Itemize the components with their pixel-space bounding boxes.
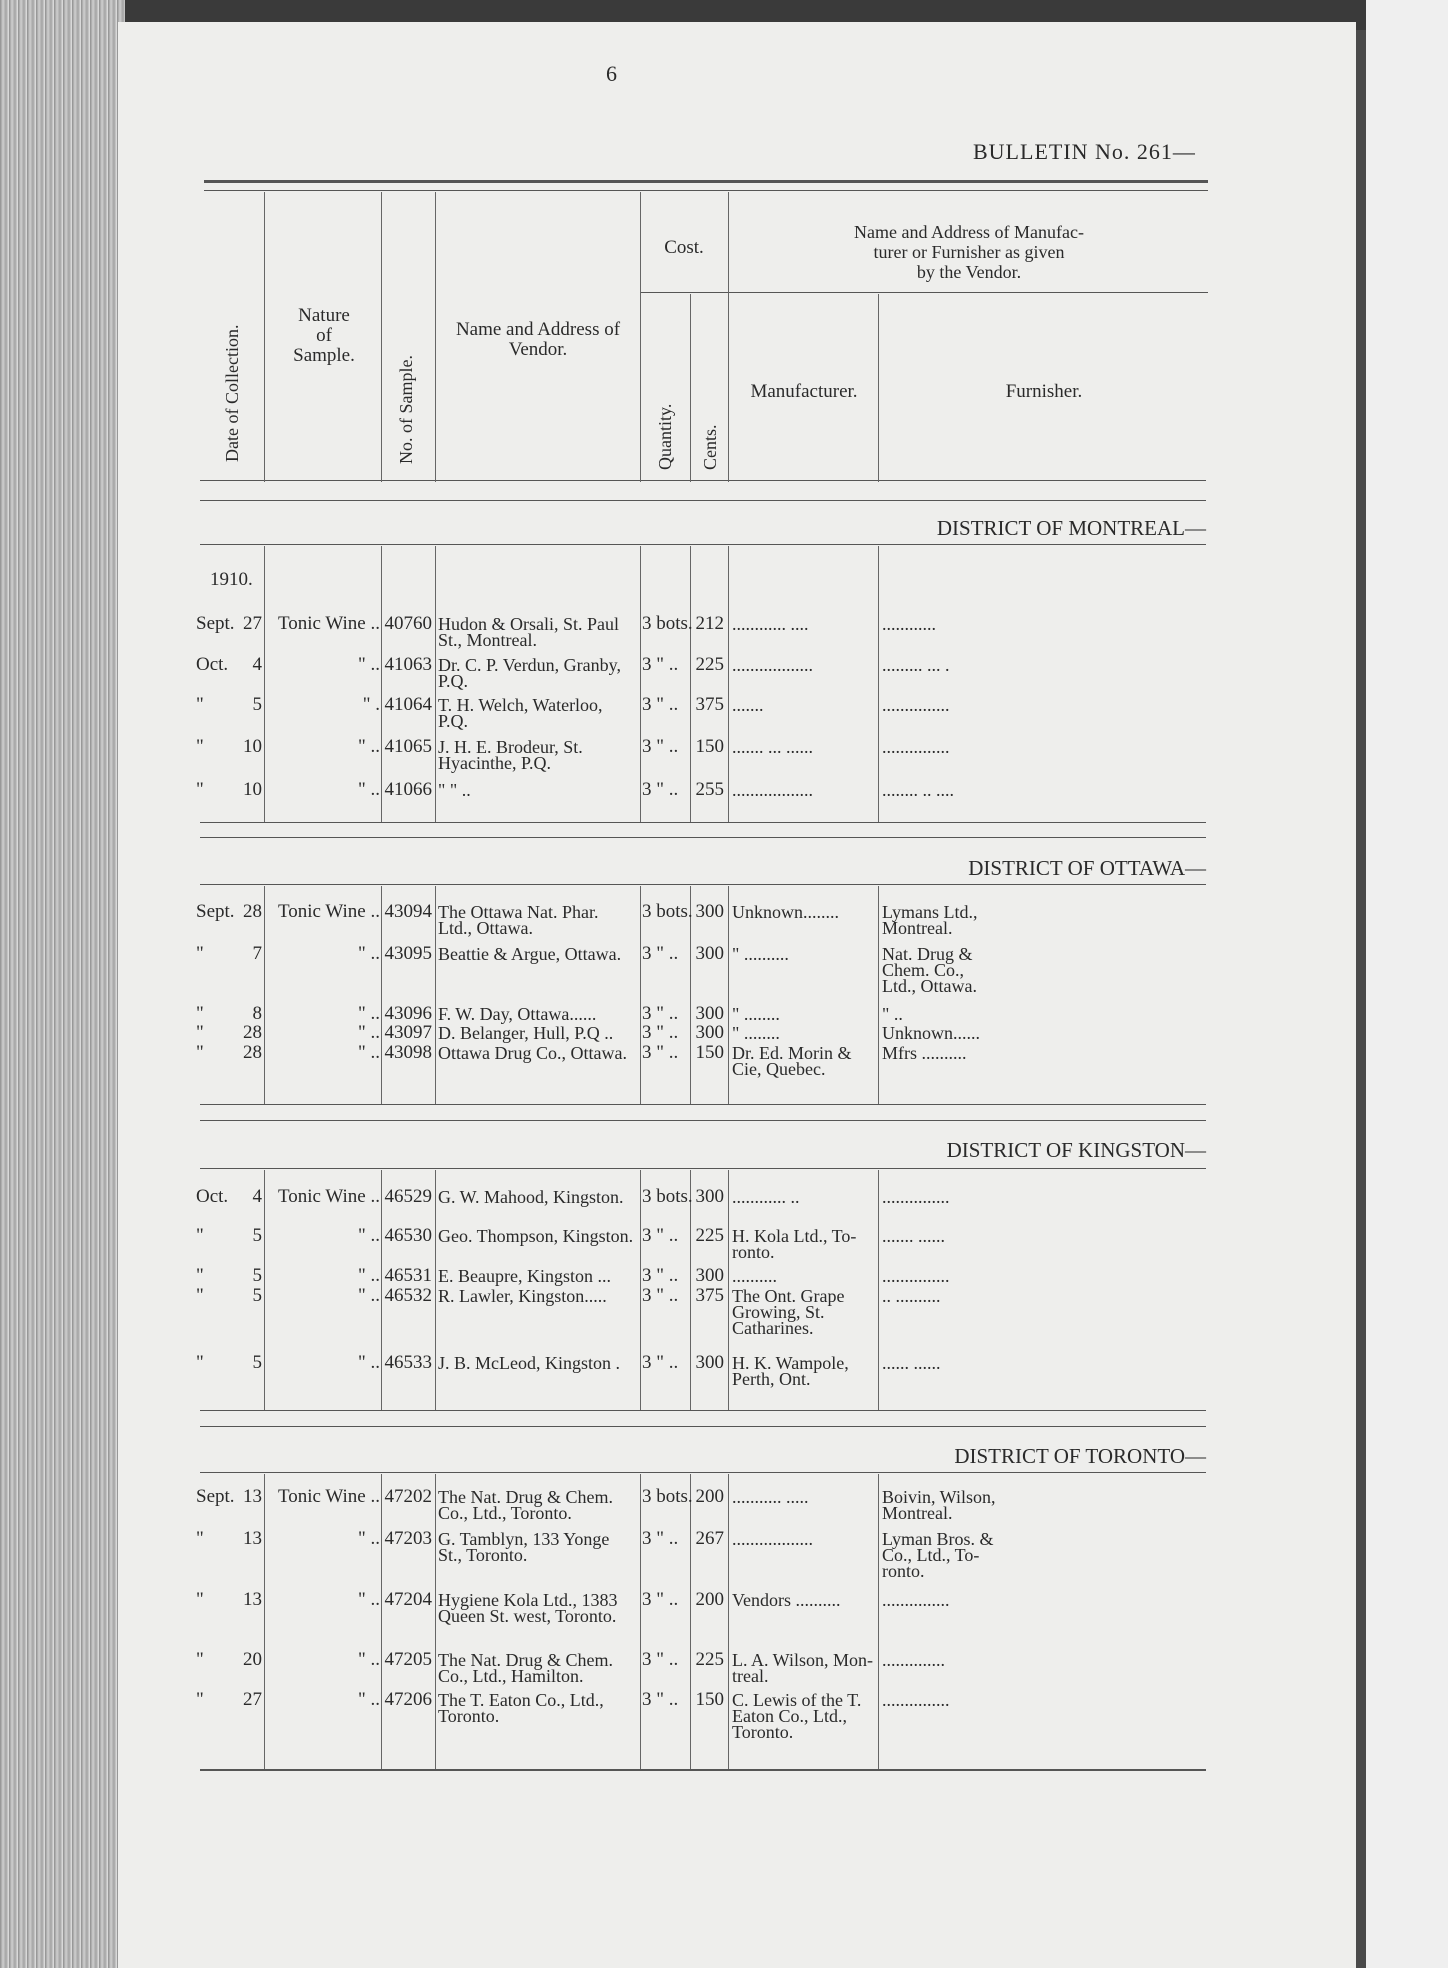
vendor-line: J. H. E. Brodeur, St. [438, 737, 583, 757]
manufacturer-line: C. Lewis of the T. [732, 1690, 862, 1710]
vendor-line: Ottawa Drug Co., Ottawa. [438, 1043, 627, 1063]
quantity: 3 " .. [642, 943, 679, 964]
furnisher-line: Montreal. [882, 918, 953, 938]
col-rule [435, 546, 436, 822]
furnisher-line: ronto. [882, 1561, 925, 1581]
cents: 300 [695, 1265, 724, 1286]
sample-nature: Tonic Wine .. [277, 1186, 380, 1207]
furnisher-line: ......... ... . [882, 655, 950, 675]
furnisher-line: Mfrs .......... [882, 1043, 967, 1063]
col-rule [435, 192, 436, 482]
sample-number: 43098 [384, 1042, 432, 1063]
manufacturer-line: H. Kola Ltd., To- [732, 1226, 857, 1246]
district-bottom-rule [200, 1104, 1206, 1105]
header-vendor: Name and Address of Vendor. [455, 319, 621, 360]
year-label: 1910. [210, 569, 253, 590]
vendor-line: Ltd., Ottawa. [438, 918, 533, 938]
collection-day: 4 [252, 1186, 262, 1207]
collection-month: " [196, 736, 204, 757]
page-number: 6 [606, 61, 617, 86]
col-rule [435, 1474, 436, 1769]
sample-nature: " .. [357, 1589, 380, 1610]
furnisher-line: ............... [882, 1187, 950, 1207]
manufacturer-line: " ........ [732, 1004, 780, 1024]
col-rule [435, 1170, 436, 1410]
header-date: Date of Collection. [222, 324, 242, 462]
collection-month: Sept. [196, 1486, 235, 1507]
collection-day: 4 [252, 654, 262, 675]
manufacturer-line: " ........ [732, 1023, 780, 1043]
sample-number: 41064 [384, 694, 432, 715]
header-cost: Cost. [664, 237, 704, 258]
district-header-rule [200, 884, 1206, 885]
manufacturer-line: " .......... [732, 944, 789, 964]
cents: 200 [695, 1589, 724, 1610]
sample-number: 41063 [384, 654, 432, 675]
collection-month: " [196, 779, 204, 800]
quantity: 3 " .. [642, 1265, 679, 1286]
sample-nature: Tonic Wine .. [277, 901, 380, 922]
furnisher-line: .............. [882, 1650, 945, 1670]
col-rule [640, 192, 641, 482]
furnisher-line: Ltd., Ottawa. [882, 976, 977, 996]
collection-month: " [196, 1003, 204, 1024]
furnisher-line: .. .......... [882, 1286, 941, 1306]
quantity: 3 " .. [642, 1225, 679, 1246]
col-rule [264, 886, 265, 1104]
vendor-line: The Nat. Drug & Chem. [438, 1650, 613, 1670]
manufacturer-line: H. K. Wampole, [732, 1353, 849, 1373]
manufacturer-line: treal. [732, 1666, 769, 1686]
sample-number: 47204 [384, 1589, 432, 1610]
header-bottom-rule [200, 480, 1206, 481]
collection-day: 27 [243, 613, 262, 634]
vendor-line: Hygiene Kola Ltd., 1383 [438, 1590, 618, 1610]
vendor-line: G. Tamblyn, 133 Yonge [438, 1529, 610, 1549]
cents: 300 [695, 901, 724, 922]
manufacturer-line: Unknown........ [732, 902, 839, 922]
col-rule [728, 192, 729, 482]
cents: 300 [695, 943, 724, 964]
quantity: 3 " .. [642, 779, 679, 800]
collection-day: 5 [252, 1225, 262, 1246]
vendor-line: Hudon & Orsali, St. Paul [438, 614, 620, 634]
collection-month: Oct. [196, 1186, 229, 1207]
cents: 300 [695, 1022, 724, 1043]
district-header-rule [200, 544, 1206, 545]
vendor-line: Beattie & Argue, Ottawa. [438, 944, 622, 964]
manufacturer-line: Dr. Ed. Morin & [732, 1043, 852, 1063]
district-title: DISTRICT OF OTTAWA— [968, 856, 1206, 880]
cents: 300 [695, 1003, 724, 1024]
sample-number: 41065 [384, 736, 432, 757]
cents: 300 [695, 1352, 724, 1373]
col-rule [878, 1474, 879, 1769]
manufacturer-line: ronto. [732, 1242, 775, 1262]
vendor-line: St., Toronto. [438, 1545, 528, 1565]
vendor-line: G. W. Mahood, Kingston. [438, 1187, 624, 1207]
collection-month: " [196, 694, 204, 715]
manufacturer-line: ....... [732, 695, 764, 715]
col-rule [878, 546, 879, 822]
cents: 267 [695, 1528, 724, 1549]
col-rule [640, 1474, 641, 1769]
col-rule [728, 886, 729, 1104]
collection-day: 27 [243, 1689, 262, 1710]
col-rule [690, 294, 691, 482]
sample-nature: " .. [357, 1285, 380, 1306]
collection-day: 28 [243, 901, 262, 922]
vendor-line: The T. Eaton Co., Ltd., [438, 1690, 604, 1710]
cents: 225 [695, 654, 724, 675]
vendor-line: Queen St. west, Toronto. [438, 1606, 617, 1626]
quantity: 3 " .. [642, 1589, 679, 1610]
district-title: DISTRICT OF MONTREAL— [936, 516, 1206, 540]
sample-nature: Tonic Wine .. [277, 613, 380, 634]
collection-month: " [196, 1689, 204, 1710]
header-top-rule-2 [204, 190, 1208, 191]
header-top-rule [204, 180, 1208, 183]
sample-nature: " .. [357, 1528, 380, 1549]
col-rule [264, 192, 265, 482]
collection-month: " [196, 1225, 204, 1246]
col-rule [728, 1170, 729, 1410]
vendor-line: " " .. [438, 780, 471, 800]
sample-number: 46533 [384, 1352, 432, 1373]
furnisher-line: ............... [882, 1266, 950, 1286]
vendor-line: Dr. C. P. Verdun, Granby, [438, 655, 621, 675]
sample-number: 43095 [384, 943, 432, 964]
vendor-line: J. B. McLeod, Kingston . [438, 1353, 620, 1373]
sample-nature: " . [362, 694, 380, 715]
header-sample-no: No. of Sample. [396, 355, 416, 464]
collection-month: Oct. [196, 654, 229, 675]
sample-number: 47202 [384, 1486, 432, 1507]
sample-nature: Tonic Wine .. [277, 1486, 380, 1507]
manufacturer-line: ....... ... ...... [732, 737, 813, 757]
manufacturer-line: Perth, Ont. [732, 1369, 811, 1389]
vendor-line: T. H. Welch, Waterloo, [438, 695, 603, 715]
quantity: 3 " .. [642, 1022, 679, 1043]
furnisher-line: ............ [882, 614, 936, 634]
sample-nature: " .. [357, 1265, 380, 1286]
furnisher-line: ............... [882, 1590, 950, 1610]
sample-number: 43096 [384, 1003, 432, 1024]
sample-number: 47206 [384, 1689, 432, 1710]
sample-number: 41066 [384, 779, 432, 800]
sample-nature: " .. [357, 1225, 380, 1246]
col-rule [435, 886, 436, 1104]
cents: 375 [695, 694, 724, 715]
col-rule [878, 294, 879, 482]
manufacturer-line: Eaton Co., Ltd., [732, 1706, 847, 1726]
vendor-line: P.Q. [438, 711, 469, 731]
furnisher-line: ............... [882, 737, 950, 757]
quantity: 3 " .. [642, 1003, 679, 1024]
quantity: 3 " .. [642, 1689, 679, 1710]
district-header-rule [200, 1472, 1206, 1473]
collection-day: 5 [252, 694, 262, 715]
header-mf-group: Name and Address of Manufac- turer or Furnisher as given by the Vendor. [854, 222, 1084, 282]
quantity: 3 " .. [642, 1042, 679, 1063]
sample-nature: " .. [357, 736, 380, 757]
furnisher-line: Lyman Bros. & [882, 1529, 994, 1549]
sample-number: 46529 [384, 1186, 432, 1207]
col-rule [690, 1474, 691, 1769]
header-furnisher: Furnisher. [1005, 381, 1083, 402]
quantity: 3 " .. [642, 694, 679, 715]
col-rule [264, 1170, 265, 1410]
vendor-line: Co., Ltd., Toronto. [438, 1503, 572, 1523]
district-top-rule [200, 837, 1206, 838]
collection-month: Sept. [196, 901, 235, 922]
vendor-line: Geo. Thompson, Kingston. [438, 1226, 634, 1246]
header-quantity: Quantity. [655, 403, 675, 470]
collection-month: " [196, 1022, 204, 1043]
collection-month: " [196, 1265, 204, 1286]
furnisher-line: Montreal. [882, 1503, 953, 1523]
furnisher-line: " .. [882, 1004, 903, 1024]
sample-number: 46531 [384, 1265, 432, 1286]
collection-day: 13 [243, 1486, 262, 1507]
furnisher-line: Unknown...... [882, 1023, 980, 1043]
vendor-line: F. W. Day, Ottawa...... [438, 1004, 597, 1024]
col-rule [728, 1474, 729, 1769]
sample-number: 40760 [384, 613, 432, 634]
manufacturer-line: Vendors .......... [732, 1590, 841, 1610]
sample-nature: " .. [357, 779, 380, 800]
collection-month: " [196, 1528, 204, 1549]
collection-day: 13 [243, 1589, 262, 1610]
district-top-rule [200, 500, 1206, 501]
furnisher-line: ....... ...... [882, 1226, 945, 1246]
district-top-rule [200, 1426, 1206, 1427]
collection-day: 7 [252, 943, 262, 964]
col-rule [878, 1170, 879, 1410]
manufacturer-line: .................. [732, 780, 813, 800]
collection-month: " [196, 1042, 204, 1063]
vendor-line: Hyacinthe, P.Q. [438, 753, 551, 773]
sample-nature: " .. [357, 1022, 380, 1043]
col-rule [728, 546, 729, 822]
collection-day: 13 [243, 1528, 262, 1549]
manufacturer-line: Growing, St. [732, 1302, 825, 1322]
quantity: 3 " .. [642, 1528, 679, 1549]
sample-number: 47205 [384, 1649, 432, 1670]
collection-month: Sept. [196, 613, 235, 634]
manufacturer-line: Catharines. [732, 1318, 814, 1338]
book-page-edges [0, 0, 125, 1968]
col-rule [878, 886, 879, 1104]
cents: 255 [695, 779, 724, 800]
cents: 150 [695, 1689, 724, 1710]
district-top-rule [200, 1120, 1206, 1121]
collection-day: 8 [252, 1003, 262, 1024]
collection-day: 20 [243, 1649, 262, 1670]
collection-month: " [196, 1285, 204, 1306]
col-rule [381, 1474, 382, 1769]
facing-page [1366, 0, 1448, 1968]
sample-nature: " .. [357, 943, 380, 964]
vendor-line: The Nat. Drug & Chem. [438, 1487, 613, 1507]
quantity: 3 bots. [642, 1486, 693, 1507]
vendor-line: E. Beaupre, Kingston ... [438, 1266, 611, 1286]
cents: 200 [695, 1486, 724, 1507]
collection-day: 5 [252, 1352, 262, 1373]
collection-month: " [196, 1649, 204, 1670]
manufacturer-line: .......... [732, 1266, 777, 1286]
furnisher-line: Boivin, Wilson, [882, 1487, 996, 1507]
furnisher-line: Chem. Co., [882, 960, 965, 980]
manufacturer-line: ........... ..... [732, 1487, 809, 1507]
sample-nature: " .. [357, 1649, 380, 1670]
cents: 225 [695, 1225, 724, 1246]
col-rule [264, 1474, 265, 1769]
manufacturer-line: ............ .. [732, 1187, 800, 1207]
vendor-line: P.Q. [438, 671, 469, 691]
col-rule [640, 1170, 641, 1410]
manufacturer-line: Cie, Quebec. [732, 1059, 826, 1079]
collection-day: 10 [243, 779, 262, 800]
collection-day: 28 [243, 1022, 262, 1043]
cents: 300 [695, 1186, 724, 1207]
district-header-rule [200, 1168, 1206, 1169]
manufacturer-line: .................. [732, 1529, 813, 1549]
quantity: 3 " .. [642, 736, 679, 757]
vendor-line: Co., Ltd., Hamilton. [438, 1666, 584, 1686]
district-title: DISTRICT OF TORONTO— [954, 1444, 1206, 1468]
mf-subrule [730, 292, 1208, 293]
header-nature: Nature of Sample. [293, 305, 355, 366]
cents: 150 [695, 1042, 724, 1063]
district-bottom-rule [200, 1769, 1206, 1771]
vendor-line: The Ottawa Nat. Phar. [438, 902, 599, 922]
cents: 212 [695, 613, 724, 634]
header-manufacturer: Manufacturer. [750, 381, 858, 402]
manufacturer-line: Toronto. [732, 1722, 794, 1742]
sample-nature: " .. [357, 1352, 380, 1373]
vendor-line: Toronto. [438, 1706, 500, 1726]
col-rule [640, 886, 641, 1104]
cents: 375 [695, 1285, 724, 1306]
document-page [118, 22, 1356, 1968]
quantity: 3 " .. [642, 1352, 679, 1373]
quantity: 3 " .. [642, 1649, 679, 1670]
district-title: DISTRICT OF KINGSTON— [946, 1138, 1206, 1162]
furnisher-line: ............... [882, 695, 950, 715]
quantity: 3 bots. [642, 901, 693, 922]
quantity: 3 " .. [642, 654, 679, 675]
sample-number: 46532 [384, 1285, 432, 1306]
vendor-line: St., Montreal. [438, 630, 537, 650]
collection-day: 5 [252, 1285, 262, 1306]
collection-month: " [196, 1589, 204, 1610]
collection-month: " [196, 1352, 204, 1373]
manufacturer-line: The Ont. Grape [732, 1286, 845, 1306]
cents: 150 [695, 736, 724, 757]
district-bottom-rule [200, 1410, 1206, 1411]
manufacturer-line: L. A. Wilson, Mon- [732, 1650, 873, 1670]
col-rule [381, 192, 382, 482]
manufacturer-line: .................. [732, 655, 813, 675]
sample-nature: " .. [357, 654, 380, 675]
sample-nature: " .. [357, 1003, 380, 1024]
sample-number: 43094 [384, 901, 432, 922]
cents: 225 [695, 1649, 724, 1670]
furnisher-line: Nat. Drug & [882, 944, 973, 964]
sample-nature: " .. [357, 1042, 380, 1063]
running-head: BULLETIN No. 261— [973, 139, 1196, 164]
vendor-line: D. Belanger, Hull, P.Q .. [438, 1023, 614, 1043]
collection-day: 28 [243, 1042, 262, 1063]
sample-number: 46530 [384, 1225, 432, 1246]
quantity: 3 " .. [642, 1285, 679, 1306]
district-bottom-rule [200, 822, 1206, 823]
collection-day: 5 [252, 1265, 262, 1286]
col-rule [690, 546, 691, 822]
sample-nature: " .. [357, 1689, 380, 1710]
furnisher-line: ........ .. .... [882, 780, 954, 800]
quantity: 3 bots. [642, 613, 693, 634]
quantity: 3 bots. [642, 1186, 693, 1207]
sample-number: 47203 [384, 1528, 432, 1549]
sample-number: 43097 [384, 1022, 432, 1043]
furnisher-line: ............... [882, 1690, 950, 1710]
header-cents: Cents. [700, 424, 720, 470]
furnisher-line: ...... ...... [882, 1353, 941, 1373]
collection-month: " [196, 943, 204, 964]
col-rule [640, 546, 641, 822]
collection-day: 10 [243, 736, 262, 757]
manufacturer-line: ............ .... [732, 614, 809, 634]
furnisher-line: Co., Ltd., To- [882, 1545, 980, 1565]
furnisher-line: Lymans Ltd., [882, 902, 978, 922]
vendor-line: R. Lawler, Kingston..... [438, 1286, 607, 1306]
